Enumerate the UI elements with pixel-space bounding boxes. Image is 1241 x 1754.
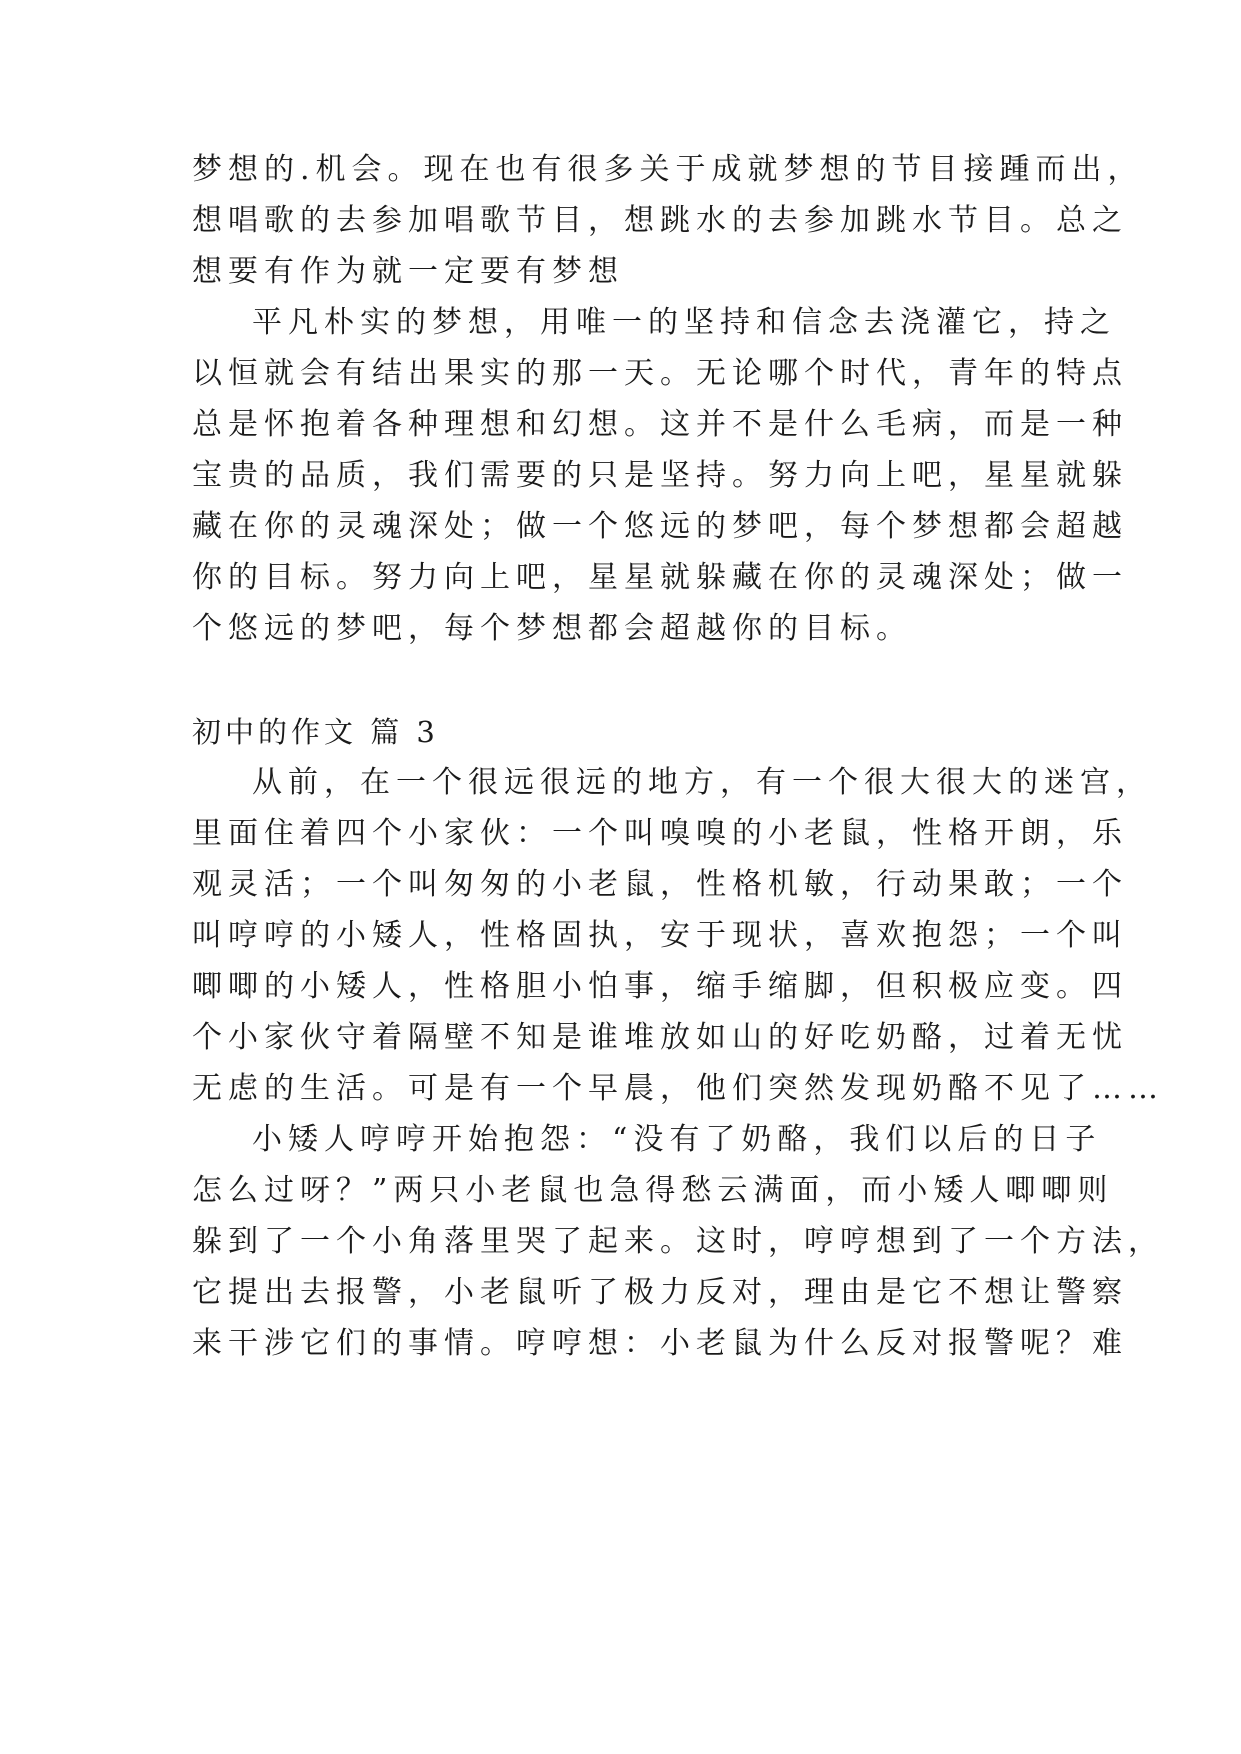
text-line: 梦想的.机会。现在也有很多关于成就梦想的节目接踵而出，	[192, 152, 1144, 187]
text-line: 想唱歌的去参加唱歌节目，想跳水的去参加跳水节目。总之	[192, 203, 1128, 238]
text-line: 怎么过呀？”两只小老鼠也急得愁云满面，而小矮人唧唧则	[192, 1173, 1114, 1208]
text-line: 藏在你的灵魂深处；做一个悠远的梦吧，每个梦想都会超越	[192, 509, 1128, 544]
text-line: 你的目标。努力向上吧，星星就躲藏在你的灵魂深处；做一	[192, 560, 1128, 595]
text-line: 个小家伙守着隔壁不知是谁堆放如山的好吃奶酪，过着无忧	[192, 1020, 1128, 1055]
text-line: 总是怀抱着各种理想和幻想。这并不是什么毛病，而是一种	[192, 407, 1128, 442]
text-line: 观灵活；一个叫匆匆的小老鼠，性格机敏，行动果敢；一个	[192, 867, 1128, 902]
section-title: 初中的作文 篇 3	[192, 715, 439, 749]
text-line: 躲到了一个小角落里哭了起来。这时，哼哼想到了一个方法，	[192, 1224, 1164, 1259]
text-line: 平凡朴实的梦想，用唯一的坚持和信念去浇灌它，持之	[252, 305, 1116, 340]
text-line: 想要有作为就一定要有梦想	[192, 254, 624, 289]
text-line: 它提出去报警，小老鼠听了极力反对，理由是它不想让警察	[192, 1275, 1128, 1310]
text-line: 唧唧的小矮人，性格胆小怕事，缩手缩脚，但积极应变。四	[192, 969, 1128, 1004]
text-line: 里面住着四个小家伙：一个叫嗅嗅的小老鼠，性格开朗，乐	[192, 816, 1128, 851]
text-line: 宝贵的品质，我们需要的只是坚持。努力向上吧，星星就躲	[192, 458, 1128, 493]
text-line: 无虑的生活。可是有一个早晨，他们突然发现奶酪不见了……	[192, 1071, 1164, 1106]
text-line: 从前，在一个很远很远的地方，有一个很大很大的迷宫，	[252, 765, 1152, 800]
text-line: 叫哼哼的小矮人，性格固执，安于现状，喜欢抱怨；一个叫	[192, 918, 1128, 953]
text-line: 小矮人哼哼开始抱怨：“没有了奶酪，我们以后的日子	[252, 1122, 1102, 1157]
text-line: 以恒就会有结出果实的那一天。无论哪个时代，青年的特点	[192, 356, 1128, 391]
text-line: 来干涉它们的事情。哼哼想：小老鼠为什么反对报警呢？难	[192, 1326, 1128, 1361]
text-line: 个悠远的梦吧，每个梦想都会超越你的目标。	[192, 611, 912, 646]
